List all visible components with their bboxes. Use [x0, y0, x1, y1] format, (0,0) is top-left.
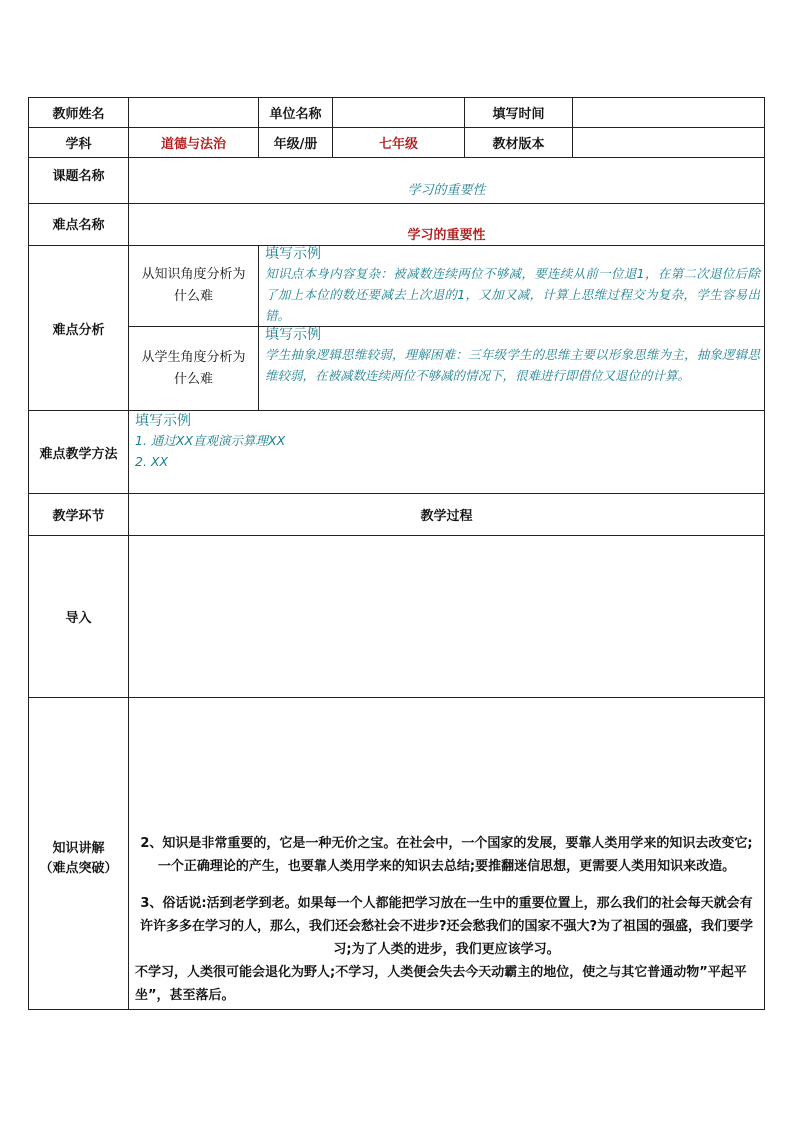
difficulty-label: 难点名称 [29, 204, 129, 246]
teacher-name-field[interactable] [129, 98, 259, 128]
header-row-1 [29, 98, 765, 128]
topic-label: 课题名称 [29, 158, 129, 204]
edition-field[interactable] [573, 128, 765, 158]
subject-label: 学科 [29, 128, 129, 158]
student-angle-cell[interactable] [259, 327, 765, 411]
paragraph-gap [135, 878, 758, 892]
intro-row [29, 536, 765, 698]
grade-value[interactable]: 七年级 [333, 128, 465, 158]
student-sample-title: 填写示例 [265, 327, 321, 343]
knowledge-label-line2: （难点突破） [39, 860, 118, 876]
knowledge-section-label [29, 698, 129, 1010]
teaching-stage-label: 教学环节 [29, 494, 129, 536]
difficulty-row [29, 204, 765, 246]
knowledge-analysis-text: 知识点本身内容复杂：被减数连续两位不够减，要连续从前一位退1，在第二次退位后除了加上本位的数还要减去上次退的1，又加又减，计算上思维过程交为复杂，学生容易出错。 [265, 266, 760, 323]
grade-label: 年级/册 [259, 128, 333, 158]
difficulty-value[interactable]: 学习的重要性 [129, 204, 765, 246]
subject-value[interactable]: 道德与法治 [129, 128, 259, 158]
knowledge-label-line1: 知识讲解 [52, 840, 105, 856]
lesson-plan-form [28, 97, 764, 1010]
student-analysis-text: 学生抽象逻辑思维较弱，理解困难：三年级学生的思维主要以形象思维为主，抽象逻辑思维较弱，在被减数连续两位不够减的情况下，很难进行即借位又退位的计算。 [265, 347, 760, 383]
method-row [29, 411, 765, 494]
knowledge-sample-title: 填写示例 [265, 246, 321, 262]
edition-label: 教材版本 [465, 128, 573, 158]
knowledge-content[interactable] [129, 698, 765, 1010]
unit-name-label: 单位名称 [259, 98, 333, 128]
topic-value[interactable]: 学习的重要性 [129, 158, 765, 204]
method-label: 难点教学方法 [29, 411, 129, 494]
knowledge-paragraph-2: 3、俗话说:活到老学到老。如果每一个人都能把学习放在一生中的重要位置上，那么我们的社会每天就会有许许多多在学习的人，那么，我们还会愁社会不进步?还会愁我们的国家不强大?为了祖国的强盛，我们要学习;为了人类的进步，我们更应该学习。 [139, 896, 754, 957]
topic-row [29, 158, 765, 204]
intro-content[interactable] [129, 536, 765, 698]
teaching-process-label: 教学过程 [129, 494, 765, 536]
knowledge-angle-cell[interactable] [259, 246, 765, 327]
method-sample-title: 填写示例 [135, 413, 191, 429]
intro-label: 导入 [29, 536, 129, 698]
lesson-plan-table [28, 97, 765, 1010]
knowledge-paragraph-1: 2、知识是非常重要的，它是一种无价之宝。在社会中，一个国家的发展，要靠人类用学来的知识去改变它;一个正确理论的产生，也要靠人类用学来的知识去总结;要推翻迷信思想，更需要人类用知识来改造。 [140, 836, 753, 874]
knowledge-angle-label: 从知识角度分析为什么难 [129, 246, 259, 327]
method-cell[interactable] [129, 411, 765, 494]
teacher-name-label: 教师姓名 [29, 98, 129, 128]
unit-name-field[interactable] [333, 98, 465, 128]
knowledge-paragraph-3: 不学习，人类很可能会退化为野人;不学习，人类便会失去今天动霸主的地位，使之与其它普通动物”平起平坐”，甚至落后。 [135, 965, 747, 1003]
method-item-2: 2. XX [135, 454, 169, 469]
student-angle-label: 从学生角度分析为什么难 [129, 327, 259, 411]
knowledge-row [29, 698, 765, 1010]
analysis-knowledge-row [29, 246, 765, 327]
header-row-2 [29, 128, 765, 158]
analysis-student-row [29, 327, 765, 411]
analysis-label: 难点分析 [29, 246, 129, 411]
fill-time-field[interactable] [573, 98, 765, 128]
fill-time-label: 填写时间 [465, 98, 573, 128]
process-header-row [29, 494, 765, 536]
method-item-1: 1. 通过XX直观演示算理XX [135, 433, 286, 448]
